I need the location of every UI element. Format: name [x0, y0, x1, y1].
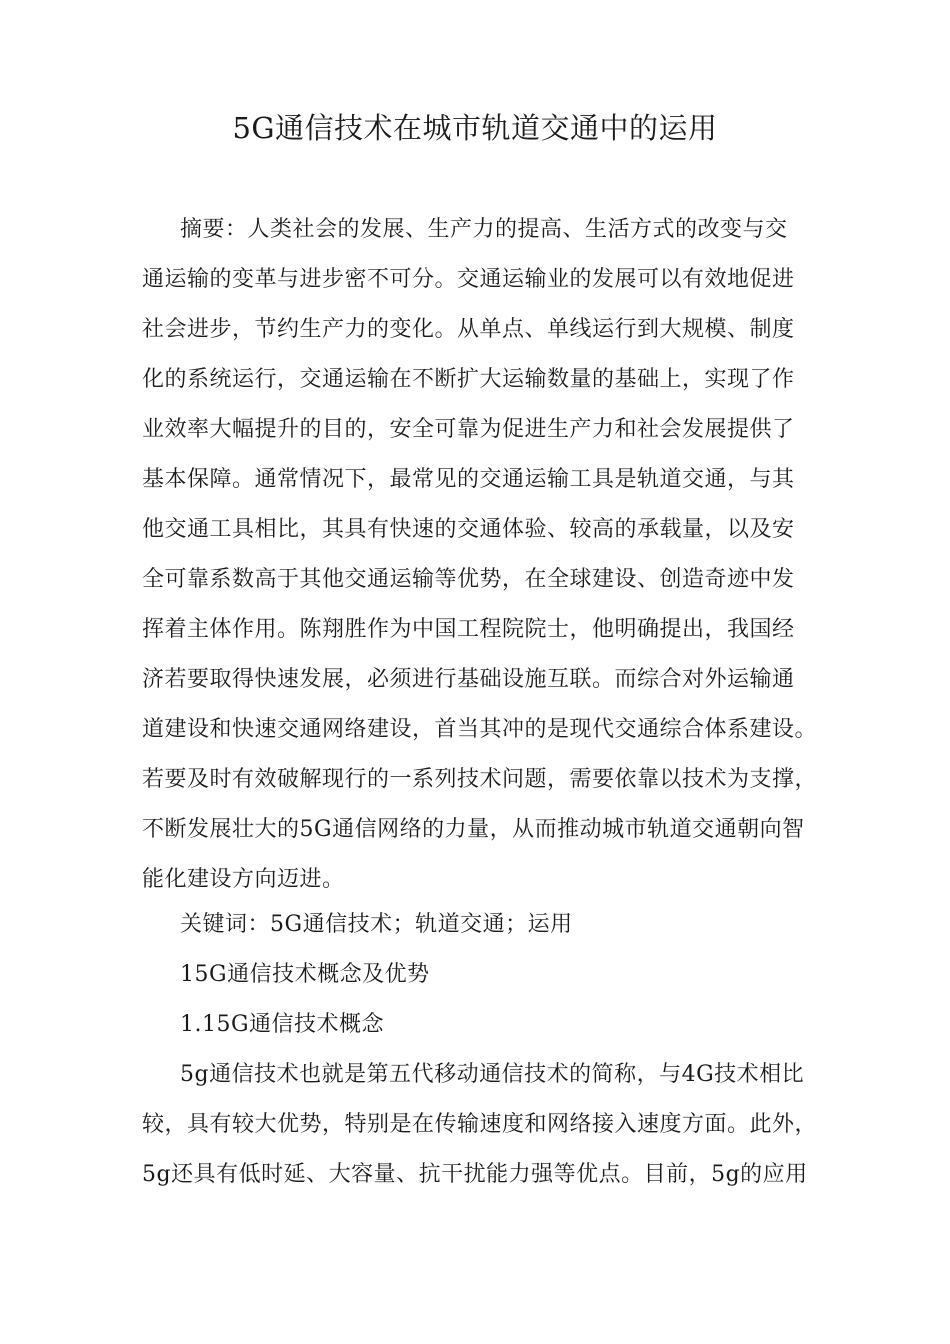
- abstract-line: 挥着主体作用。陈翔胜作为中国工程院院士，他明确提出，我国经: [142, 617, 795, 642]
- abstract-line: 道建设和快速交通网络建设，首当其冲的是现代交通综合体系建设。: [142, 717, 818, 742]
- abstract-line: 社会进步，节约生产力的变化。从单点、单线运行到大规模、制度: [142, 317, 795, 342]
- abstract-line: 化的系统运行，交通运输在不断扩大运输数量的基础上，实现了作: [142, 367, 795, 392]
- abstract-line: 全可靠系数高于其他交通运输等优势，在全球建设、创造奇迹中发: [142, 567, 795, 592]
- abstract-line: 通运输的变革与进步密不可分。交通运输业的发展可以有效地促进: [142, 267, 795, 292]
- body-line: 5g通信技术也就是第五代移动通信技术的简称，与4G技术相比: [180, 1062, 805, 1087]
- body-paragraph: [142, 1050, 818, 1200]
- body-line: 5g还具有低时延、大容量、抗干扰能力强等优点。目前，5g的应用: [142, 1162, 808, 1187]
- document-title: 5G通信技术在城市轨道交通中的运用: [232, 111, 718, 145]
- abstract-line: 能化建设方向迈进。: [142, 867, 345, 892]
- keywords-paragraph: [142, 900, 802, 950]
- abstract-line: 基本保障。通常情况下，最常见的交通运输工具是轨道交通，与其: [142, 467, 795, 492]
- abstract-line: 业效率大幅提升的目的，安全可靠为促进生产力和社会发展提供了: [142, 417, 795, 442]
- abstract-line: 若要及时有效破解现行的一系列技术问题，需要依靠以技术为支撑，: [142, 767, 818, 792]
- subsection-heading-text: 1.15G通信技术概念: [180, 1012, 385, 1037]
- abstract-line: 摘要：人类社会的发展、生产力的提高、生活方式的改变与交: [180, 217, 788, 242]
- subsection-heading: [142, 1000, 802, 1050]
- abstract-line: 不断发展壮大的5G通信网络的力量，从而推动城市轨道交通朝向智: [142, 817, 805, 842]
- abstract-paragraph: [142, 205, 818, 905]
- body-line: 较，具有较大优势，特别是在传输速度和网络接入速度方面。此外，: [142, 1112, 818, 1137]
- section-heading-text: 15G通信技术概念及优势: [180, 962, 430, 987]
- section-heading: [142, 950, 802, 1000]
- keywords-line: 关键词：5G通信技术；轨道交通；运用: [180, 912, 573, 937]
- abstract-line: 济若要取得快速发展，必须进行基础设施互联。而综合对外运输通: [142, 667, 795, 692]
- abstract-line: 他交通工具相比，其具有快速的交通体验、较高的承载量，以及安: [142, 517, 795, 542]
